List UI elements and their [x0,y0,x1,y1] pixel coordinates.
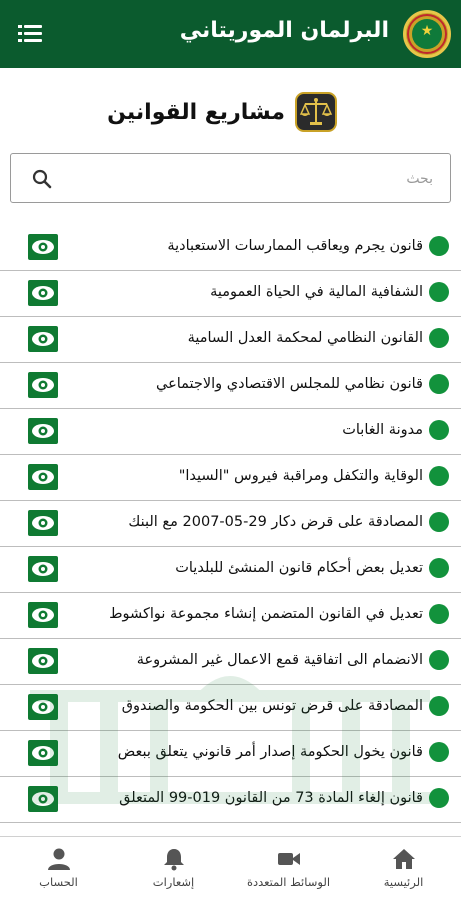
laws-list [0,225,461,830]
list-item[interactable] [0,317,461,363]
view-button[interactable] [28,418,58,444]
eye-icon [30,605,56,625]
list-item[interactable] [0,777,461,823]
page-title: مشاريع القوانين [107,100,285,125]
view-button[interactable] [28,694,58,720]
view-button[interactable] [28,556,58,582]
law-title: قانون نظامي للمجلس الاقتصادي والاجتماعي [156,376,423,392]
view-button[interactable] [28,280,58,306]
bottom-navigation [0,836,461,901]
eye-icon [30,789,56,809]
eye-icon [30,421,56,441]
eye-icon [30,283,56,303]
nav-multimedia[interactable] [231,837,346,901]
list-item[interactable] [0,225,461,271]
law-title: تعديل في القانون المتضمن إنشاء مجموعة نواكشوط [109,606,423,622]
status-dot [429,696,449,716]
status-dot [429,604,449,624]
nav-notifications-label: إشعارات [152,875,195,889]
law-title: مدونة الغابات [342,422,423,438]
status-dot [429,466,449,486]
menu-icon[interactable] [14,20,46,48]
user-icon [46,847,72,871]
status-dot [429,420,449,440]
law-title: الانضمام الى اتفاقية قمع الاعمال غير المشروعة [136,652,423,668]
view-button[interactable] [28,234,58,260]
eye-icon [30,559,56,579]
law-title: تعديل بعض أحكام قانون المنشئ للبلديات [175,560,423,576]
eye-icon [30,697,56,717]
list-item[interactable] [0,593,461,639]
home-icon [391,847,417,871]
list-item[interactable] [0,271,461,317]
view-button[interactable] [28,648,58,674]
nav-account[interactable] [1,837,116,901]
parliament-logo: ★ [403,10,451,58]
nav-home-label: الرئيسية [383,875,424,889]
status-dot [429,282,449,302]
list-item[interactable] [0,363,461,409]
view-button[interactable] [28,326,58,352]
law-title: قانون يخول الحكومة إصدار أمر قانوني يتعلق ببعض [117,744,423,760]
view-button[interactable] [28,372,58,398]
scales-icon [295,92,337,132]
status-dot [429,742,449,762]
search-icon[interactable] [31,168,53,190]
list-item[interactable] [0,639,461,685]
law-title: قانون إلغاء المادة 73 من القانون 019-99 المتعلق [119,790,423,806]
law-title: القانون النظامي لمحكمة العدل السامية [187,330,423,346]
app-bar [0,0,461,68]
eye-icon [30,467,56,487]
status-dot [429,788,449,808]
status-dot [429,512,449,532]
page-heading [0,88,461,138]
list-item[interactable] [0,409,461,455]
search-box[interactable] [10,153,451,203]
search-input[interactable] [71,154,435,204]
eye-icon [30,237,56,257]
nav-account-label: الحساب [39,875,78,889]
status-dot [429,374,449,394]
list-item[interactable] [0,455,461,501]
list-item[interactable] [0,731,461,777]
nav-home[interactable] [346,837,461,901]
eye-icon [30,651,56,671]
law-title: الشفافية المالية في الحياة العمومية [210,284,423,300]
eye-icon [30,743,56,763]
status-dot [429,558,449,578]
law-title: قانون يجرم ويعاقب الممارسات الاستعبادية [167,238,423,254]
list-item[interactable] [0,685,461,731]
list-item[interactable] [0,547,461,593]
law-title: المصادقة على قرض دكار 29-05-2007 مع البنك [128,514,423,530]
view-button[interactable] [28,786,58,812]
view-button[interactable] [28,740,58,766]
law-title: الوقاية والتكفل ومراقبة فيروس "السيدا" [178,468,423,484]
bell-icon [161,847,187,871]
list-item[interactable] [0,501,461,547]
nav-notifications[interactable] [116,837,231,901]
nav-multimedia-label: الوسائط المتعددة [246,875,331,889]
view-button[interactable] [28,602,58,628]
status-dot [429,236,449,256]
view-button[interactable] [28,510,58,536]
app-title: البرلمان الموريتاني [179,18,389,43]
status-dot [429,328,449,348]
video-camera-icon [276,847,302,871]
eye-icon [30,513,56,533]
law-title: المصادقة على قرض تونس بين الحكومة والصندوق [121,698,423,714]
eye-icon [30,329,56,349]
status-dot [429,650,449,670]
view-button[interactable] [28,464,58,490]
eye-icon [30,375,56,395]
